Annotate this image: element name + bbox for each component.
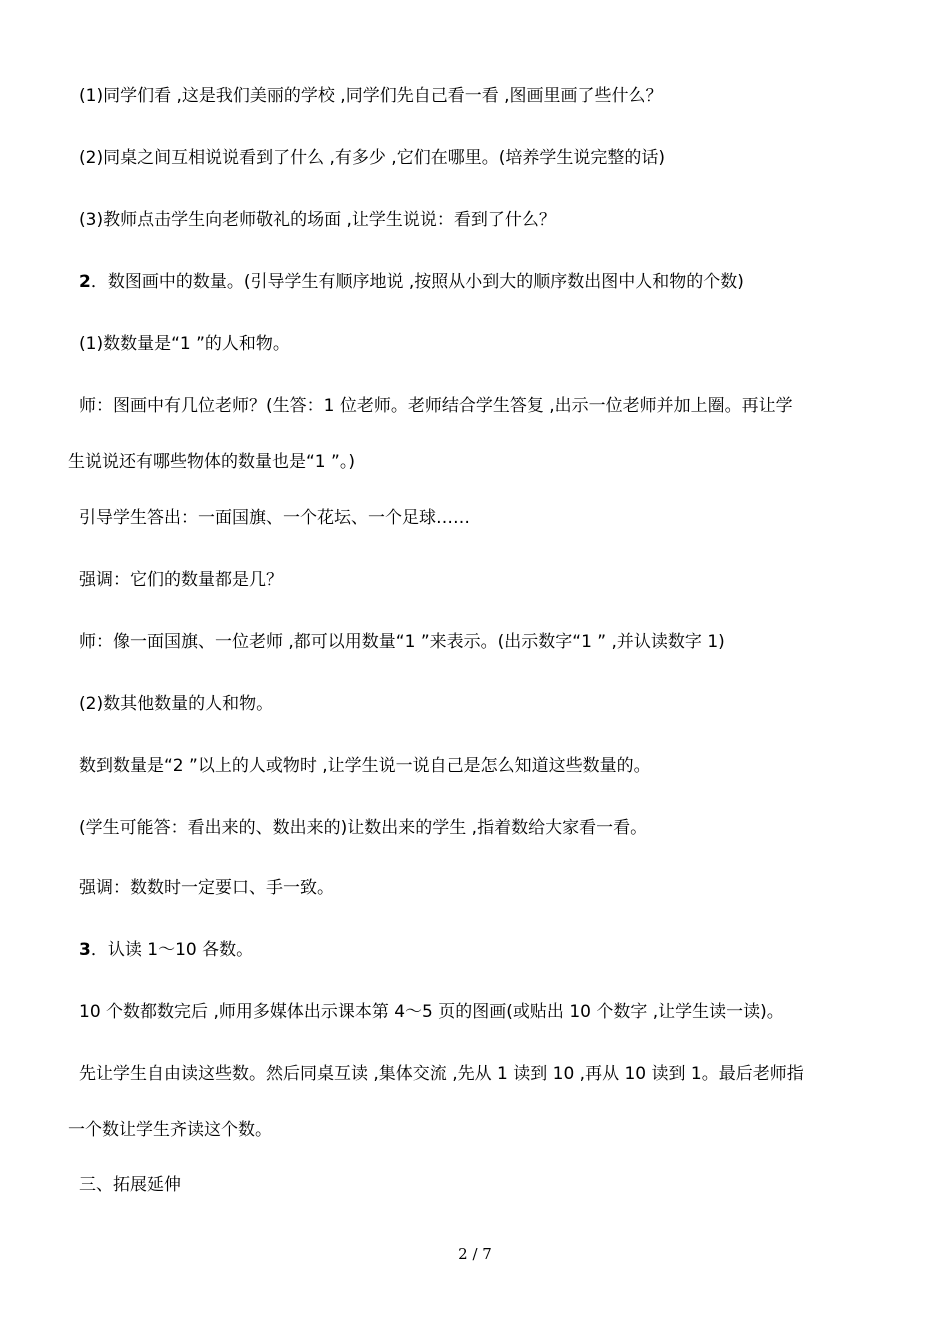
paragraph-2: (2)同桌之间互相说说看到了什么 ,有多少 ,它们在哪里。(培养学生说完整的话) [79, 148, 665, 168]
paragraph-3: (3)教师点击学生向老师敬礼的场面 ,让学生说说：看到了什么？ [79, 210, 556, 230]
paragraph-13: 强调：数数时一定要口、手一致。 [79, 878, 334, 898]
section-number: 3 [79, 940, 91, 960]
section-number: 2 [79, 272, 91, 292]
paragraph-15: 10 个数都数完后 ,师用多媒体出示课本第 4～5 页的图画(或贴出 10 个数字 ,让学生读一读)。 [79, 1002, 784, 1022]
paragraph-12: (学生可能答：看出来的、数出来的)让数出来的学生 ,指着数给大家看一看。 [79, 818, 648, 838]
paragraph-16-continuation: 一个数让学生齐读这个数。 [68, 1120, 272, 1140]
section-heading-2: 2．数图画中的数量。(引导学生有顺序地说 ,按照从小到大的顺序数出图中人和物的个数) [79, 272, 744, 292]
page-number: 2 / 7 [458, 1245, 492, 1263]
paragraph-11: 数到数量是“2 ”以上的人或物时 ,让学生说一说自己是怎么知道这些数量的。 [79, 756, 651, 776]
paragraph-7: 引导学生答出：一面国旗、一个花坛、一个足球…… [79, 508, 470, 528]
paragraph-6: 师：图画中有几位老师？(生答：1 位老师。老师结合学生答复 ,出示一位老师并加上圈。再让学 生说说还有哪些物体的数量也是“1 ”。) [68, 396, 793, 472]
paragraph-9: 师：像一面国旗、一位老师 ,都可以用数量“1 ”来表示。(出示数字“1 ” ,并认读数字 1) [79, 632, 725, 652]
section-heading-3: 3．认读 1～10 各数。 [79, 940, 254, 960]
paragraph-1: (1)同学们看 ,这是我们美丽的学校 ,同学们先自己看一看 ,图画里画了些什么？ [79, 86, 663, 106]
paragraph-5: (1)数数量是“1 ”的人和物。 [79, 334, 290, 354]
paragraph-16: 先让学生自由读这些数。然后同桌互读 ,集体交流 ,先从 1 读到 10 ,再从 10 读到 1。最后老师指 一个数让学生齐读这个数。 [68, 1064, 804, 1140]
paragraph-10: (2)数其他数量的人和物。 [79, 694, 274, 714]
paragraph-8: 强调：它们的数量都是几？ [79, 570, 283, 590]
paragraph-6-continuation: 生说说还有哪些物体的数量也是“1 ”。) [68, 452, 355, 472]
section-title-extension: 三、拓展延伸 [79, 1175, 181, 1195]
